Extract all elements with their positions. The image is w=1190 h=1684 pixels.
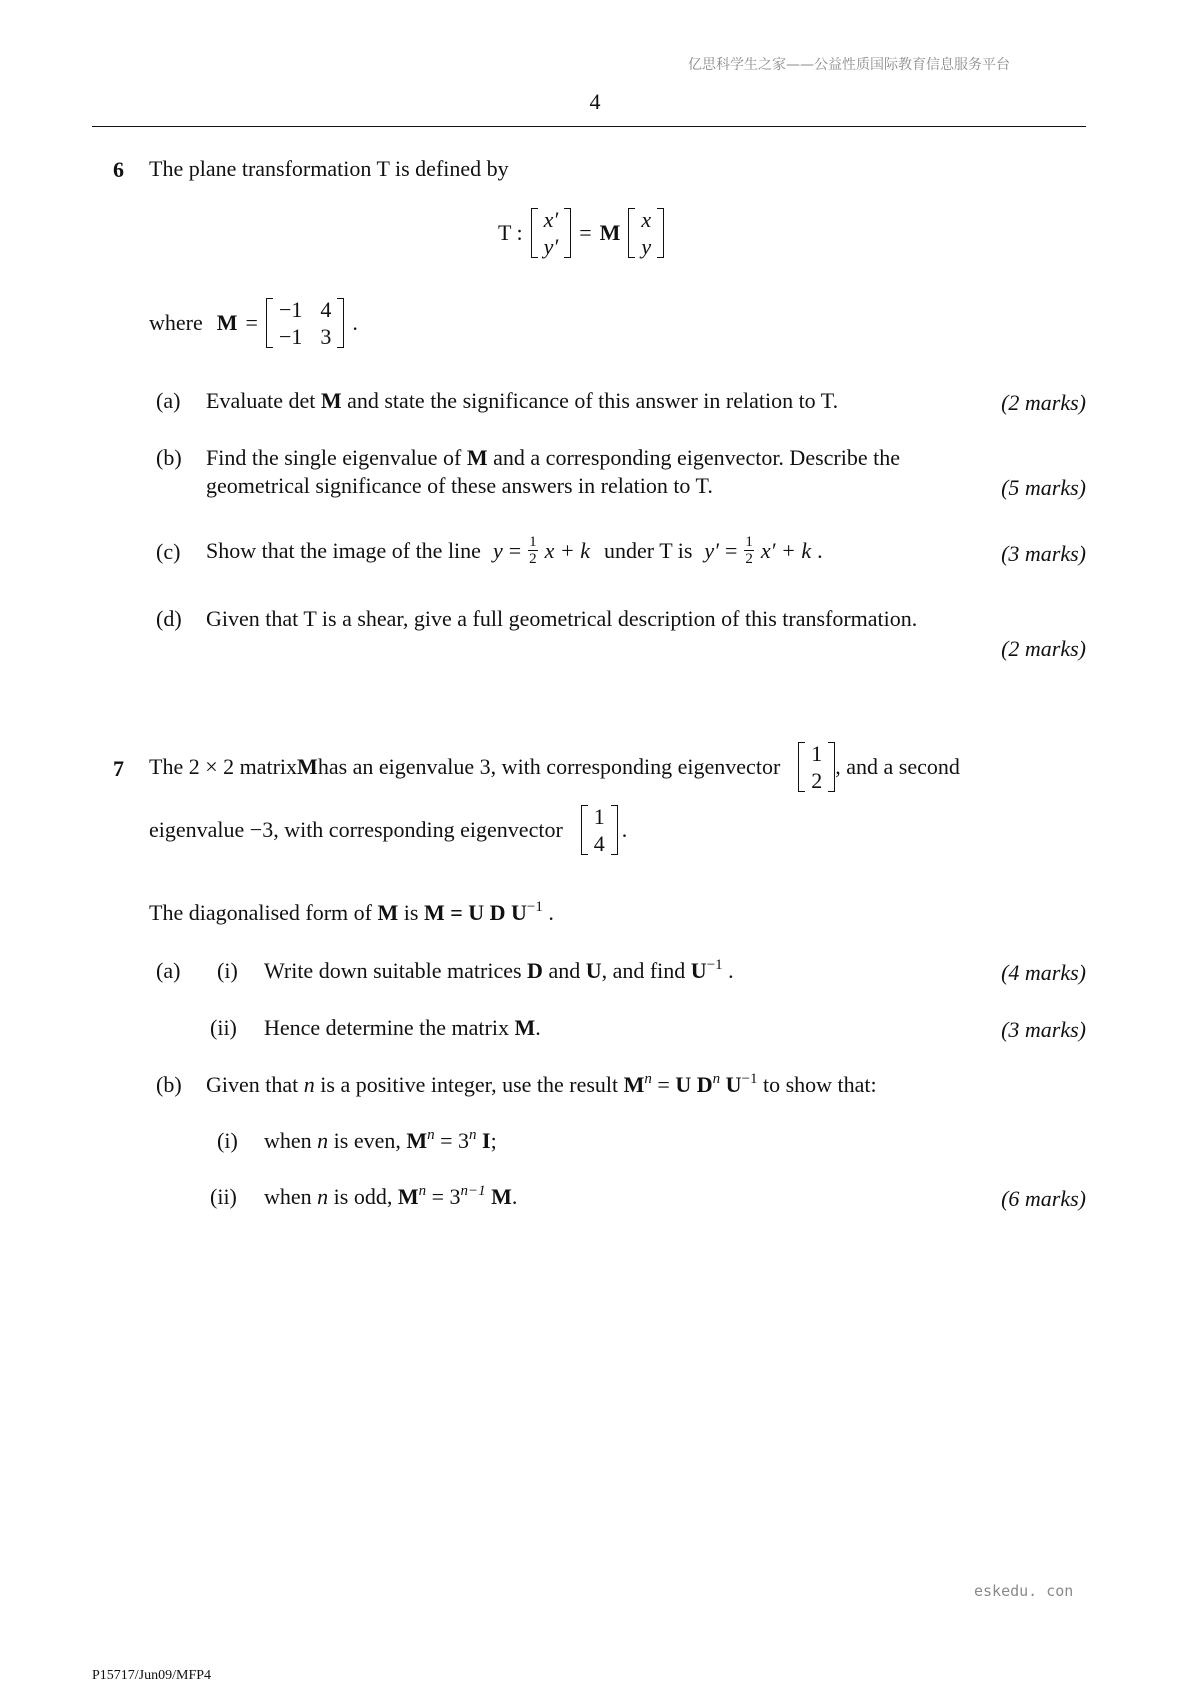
q7a-ii-marks: (3 marks) [1001,1017,1086,1042]
q7a-label: (a) [156,958,181,983]
q7b-ii-label: (ii) [210,1184,237,1209]
period: . [352,310,358,336]
q7-line2: eigenvalue −3, with corresponding eigenvector 1 4 . [149,803,628,856]
header-rule [92,126,1086,127]
eigenvector-1 [798,742,835,792]
q6d-label: (d) [156,606,182,631]
cell: y [641,234,652,260]
paper-code: P15717/Jun09/MFP4 [92,1668,212,1683]
equals-sign: = [245,310,258,336]
cell: x [641,207,652,232]
footer-watermark: eskedu. con [974,1582,1074,1600]
where-label: where [149,310,203,336]
matrix-symbol: M [599,220,621,246]
q6d-text: Given that T is a shear, give a full geometrical description of this transformation. [206,606,918,631]
q7a-i-marks: (4 marks) [1001,960,1086,985]
q7-line1: The 2 × 2 matrix M has an eigenvalue 3, with corresponding eigenvector 1 2 , and a second [149,740,960,793]
q7a-i-text: Write down suitable matrices D and U, and find $U^{-1}$ . [264,957,734,983]
question-7-number: 7 [113,756,124,781]
fraction-half: $\frac{1}{2}$ [745,534,753,567]
q7b-i-label: (i) [217,1128,238,1153]
q6-intro: The plane transformation T is defined by [149,156,509,181]
q6b-label: (b) [156,445,182,470]
question-6-number: 6 [113,157,124,182]
cell: 1 [811,740,823,766]
q7a-ii-text: Hence determine the matrix M. [264,1015,541,1040]
q7b-i-text: when n is even, $M^n = 3^n$ I; [264,1127,497,1153]
q7b-label: (b) [156,1072,182,1097]
cell: 2 [811,768,823,793]
q7a-i-label: (i) [217,958,238,983]
q6a-label: (a) [156,388,181,413]
q6a-text: Evaluate det M and state the significance of this answer in relation to T. [206,388,839,413]
cell: −1 [278,324,303,350]
q7-diagonalised-form: The diagonalised form of M is M = U D $U^{-1}$ . [149,899,554,925]
q6-matrix-definition [149,298,358,348]
q6c-label: (c) [156,539,181,564]
matrix-symbol: M [216,310,238,336]
page-number: 4 [589,89,601,114]
q7b-ii-text: when n is odd, $M^n = 3^{n-1}$ M. [264,1183,518,1209]
fraction-half: $\frac{1}{2}$ [529,534,537,567]
q6a-marks: (2 marks) [1001,390,1086,415]
matrix-M [266,298,344,348]
cell: 4 [593,831,605,856]
q7b-marks: (6 marks) [1001,1186,1086,1211]
q7b-text: Given that n is a positive integer, use the result $M^n = U$ $D^n$ $U^{-1}$ to show that: [206,1071,877,1097]
header-watermark: 亿思科学生之家——公益性质国际教育信息服务平台 [688,57,1010,73]
q6b-text-line2: geometrical significance of these answers in relation to T. [206,473,713,498]
image-vector [531,208,572,258]
cell: 1 [593,803,605,829]
cell: −1 [278,297,303,322]
cell: 4 [320,297,332,322]
transform-label: T : [498,220,523,246]
cell: x′ [543,207,559,232]
q6c-text: Show that the image of the line y = $\frac{1}{2}$ x + k under T is y′ = $\frac{1}{2}$ x′ + k . [206,534,823,567]
eigenvector-2 [581,805,618,855]
q6b-marks: (5 marks) [1001,475,1086,500]
cell: 3 [320,324,332,350]
q7a-ii-label: (ii) [210,1015,237,1040]
equals-sign: = [579,220,592,246]
q6c-marks: (3 marks) [1001,541,1086,566]
cell: y′ [543,234,559,260]
point-vector [628,208,664,258]
q6b-text-line1: Find the single eigenvalue of M and a corresponding eigenvector. Describe the [206,445,900,470]
q6d-marks: (2 marks) [1001,636,1086,661]
q6-transform-equation [498,208,664,258]
